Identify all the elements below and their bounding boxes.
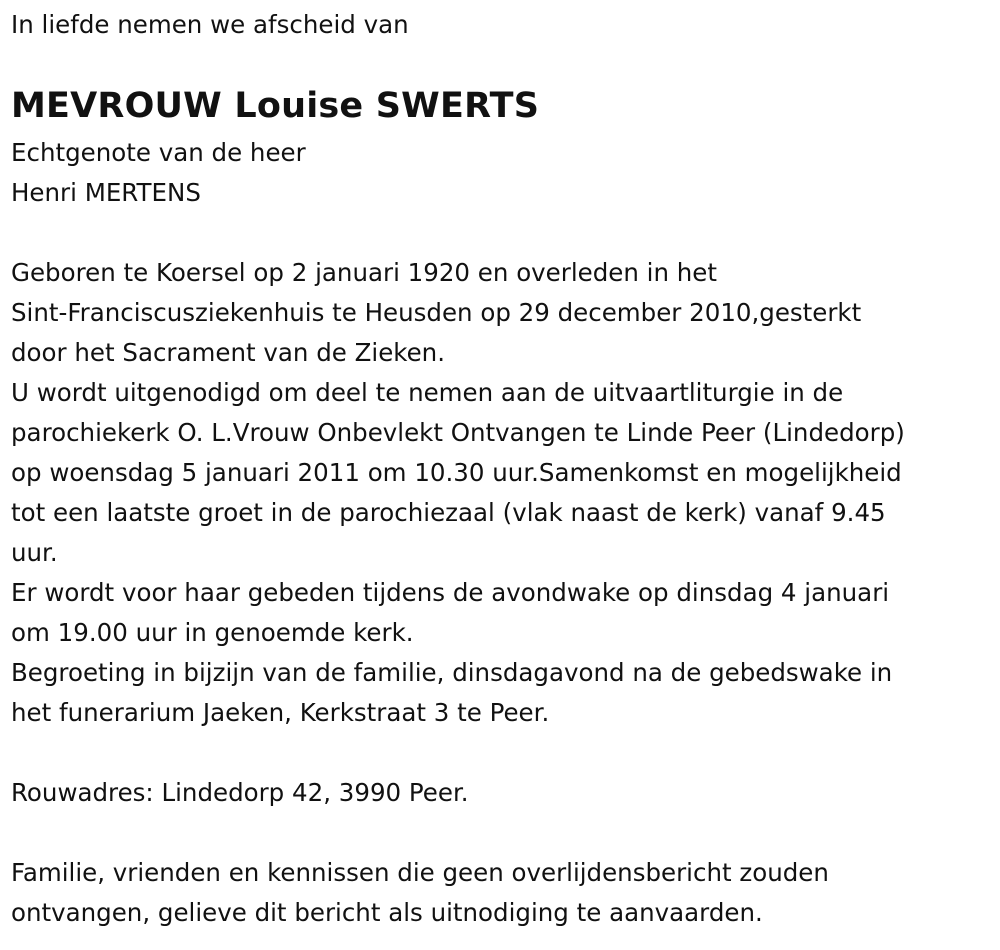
body-line: tot een laatste groet in de parochiezaal (vlak naast de kerk) vanaf 9.45 <box>11 498 886 527</box>
body-line: uur. <box>11 538 58 567</box>
body-line: Begroeting in bijzijn van de familie, dinsdagavond na de gebedswake in <box>11 658 893 687</box>
spouse-name: Henri MERTENS <box>11 178 201 207</box>
body-line: U wordt uitgenodigd om deel te nemen aan de uitvaartliturgie in de <box>11 378 844 407</box>
family-note-block <box>11 853 829 933</box>
body-line: door het Sacrament van de Zieken. <box>11 338 445 367</box>
announcement-body <box>11 253 905 733</box>
body-line: het funerarium Jaeken, Kerkstraat 3 te Peer. <box>11 698 550 727</box>
body-line: Sint-Franciscusziekenhuis te Heusden op 29 december 2010,gesterkt <box>11 298 862 327</box>
body-line: om 19.00 uur in genoemde kerk. <box>11 618 414 647</box>
mourning-address-block <box>11 773 469 813</box>
deceased-name: MEVROUW Louise SWERTS <box>11 86 540 126</box>
intro-text: In liefde nemen we afscheid van <box>11 10 409 39</box>
body-line: op woensdag 5 januari 2011 om 10.30 uur.Samenkomst en mogelijkheid <box>11 458 902 487</box>
body-line: Er wordt voor haar gebeden tijdens de avondwake op dinsdag 4 januari <box>11 578 890 607</box>
body-line: Geboren te Koersel op 2 januari 1920 en overleden in het <box>11 258 717 287</box>
spouse-relation: Echtgenote van de heer <box>11 138 306 167</box>
body-line: parochiekerk O. L.Vrouw Onbevlekt Ontvangen te Linde Peer (Lindedorp) <box>11 418 905 447</box>
spouse-block <box>11 133 306 213</box>
mourning-address: Rouwadres: Lindedorp 42, 3990 Peer. <box>11 778 469 807</box>
family-note-line: ontvangen, gelieve dit bericht als uitnodiging te aanvaarden. <box>11 898 763 927</box>
family-note-line: Familie, vrienden en kennissen die geen overlijdensbericht zouden <box>11 858 829 887</box>
